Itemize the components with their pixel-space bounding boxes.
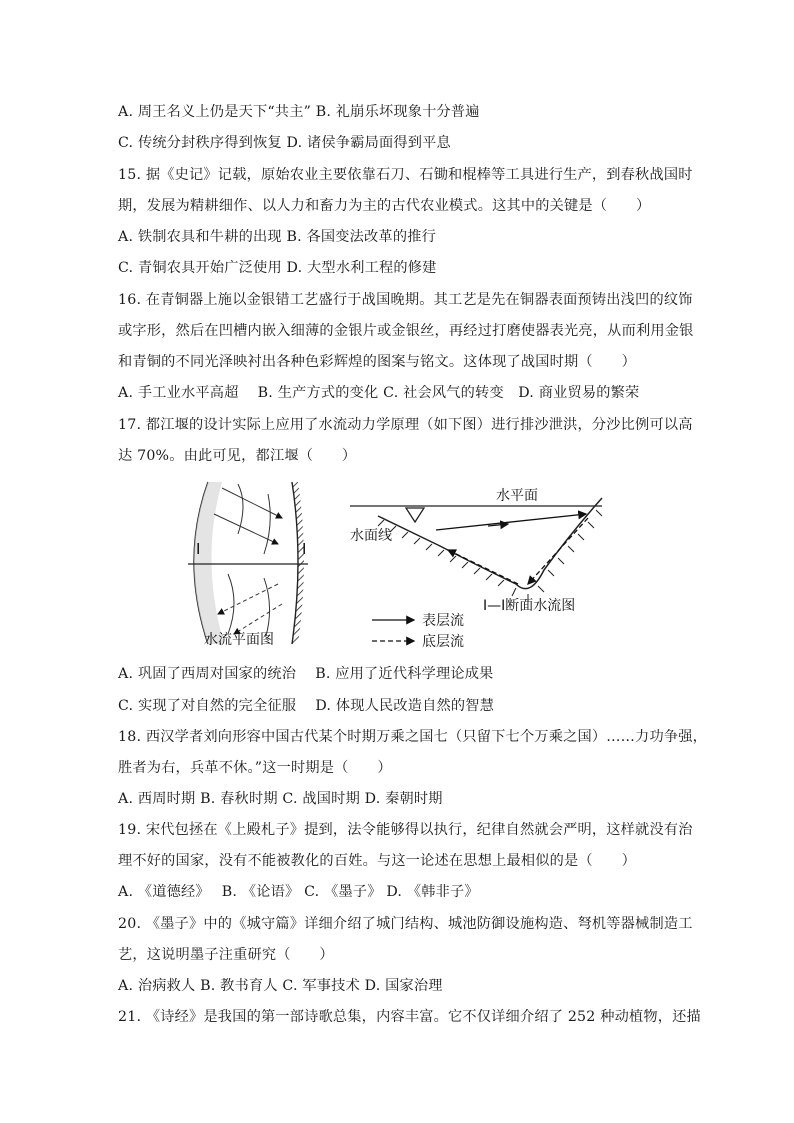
plan-view-label: 水流平面图 [204,632,274,648]
legend-bottom-label: 底层流 [422,634,464,650]
question-21-line-1: 21. 《诗经》是我国的第一部诗歌总集，内容丰富。它不仅详细介绍了 252 种动植物，还描 [118,1009,701,1025]
option-line-16: A. 手工业水平高超 B. 生产方式的变化 C. 社会风气的转变 D. 商业贸易的繁荣 [118,385,640,401]
legend-surface-label: 表层流 [422,613,464,629]
section-marker-left: I [196,540,201,558]
water-line-label: 水面线 [350,528,392,544]
section-marker-right: I [302,540,307,558]
option-line-17cd: C. 实现了对自然的完全征服 D. 体现人民改造自然的智慧 [118,698,495,714]
option-line-17ab: A. 巩固了西周对国家的统治 B. 应用了近代科学理论成果 [118,666,494,682]
option-line-15cd: C. 青铜农具开始广泛使用 D. 大型水利工程的修建 [118,260,437,276]
plan-view [188,482,308,648]
question-15-line-2: 期，发展为精耕细作、以人力和畜力为主的古代农业模式。这其中的关键是（ ） [118,198,651,214]
water-surface-label: 水平面 [496,488,538,504]
question-17-line-2: 达 70%。由此可见，都江堰（ ） [118,448,357,464]
question-18-line-1: 18. 西汉学者刘向形容中国古代某个时期万乘之国七（只留下七个万乘之国）……力功争强， [118,729,707,745]
question-20-line-2: 艺，这说明墨子注重研究（ ） [118,947,334,963]
option-line-14cd: C. 传统分封秩序得到恢复 D. 诸侯争霸局面得到平息 [118,135,451,151]
option-line-20: A. 治病救人 B. 教书育人 C. 军事技术 D. 国家治理 [118,978,443,994]
question-15-line-1: 15. 据《史记》记载，原始农业主要依靠石刀、石锄和棍棒等工具进行生产，到春秋战国时 [118,167,693,183]
option-line-19: A. 《道德经》 B. 《论语》 C. 《墨子》 D. 《韩非子》 [118,884,479,900]
dujiangyan-figure [178,474,618,652]
question-17-line-1: 17. 都江堰的设计实际上应用了水流动力学原理（如下图）进行排沙泄洪，分沙比例可以高 [118,417,693,433]
question-19-line-1: 19. 宋代包拯在《上殿札子》提到，法令能够得以执行，纪律自然就会严明，这样就没有治 [118,822,693,838]
option-line-15ab: A. 铁制农具和牛耕的出现 B. 各国变法改革的推行 [118,229,436,245]
question-16-line-3: 和青铜的不同光泽映衬出各种色彩辉煌的图案与铭文。这体现了战国时期（ ） [118,354,636,370]
question-16-line-2: 或字形，然后在凹槽内嵌入细薄的金银片或金银丝，再经过打磨使器表光亮，从而利用金银 [118,323,694,339]
dujiangyan-diagram [178,474,618,652]
question-16-line-1: 16. 在青铜器上施以金银错工艺盛行于战国晚期。其工艺是先在铜器表面预铸出浅凹的纹饰 [118,292,693,308]
question-20-line-1: 20. 《墨子》中的《城守篇》详细介绍了城门结构、城池防御设施构造、弩机等器械制造工 [118,916,693,932]
question-19-line-2: 理不好的国家，没有不能被教化的百姓。与这一论述在思想上最相似的是（ ） [118,853,636,869]
question-18-line-2: 胜者为右，兵革不休。”这一时期是（ ） [118,760,392,776]
cross-section-view [350,487,602,650]
section-title: I—I断面水流图 [483,598,576,614]
option-line-14ab: A. 周王名义上仍是天下“共主” B. 礼崩乐坏现象十分普遍 [118,104,480,120]
option-line-18: A. 西周时期 B. 春秋时期 C. 战国时期 D. 秦朝时期 [118,791,443,807]
